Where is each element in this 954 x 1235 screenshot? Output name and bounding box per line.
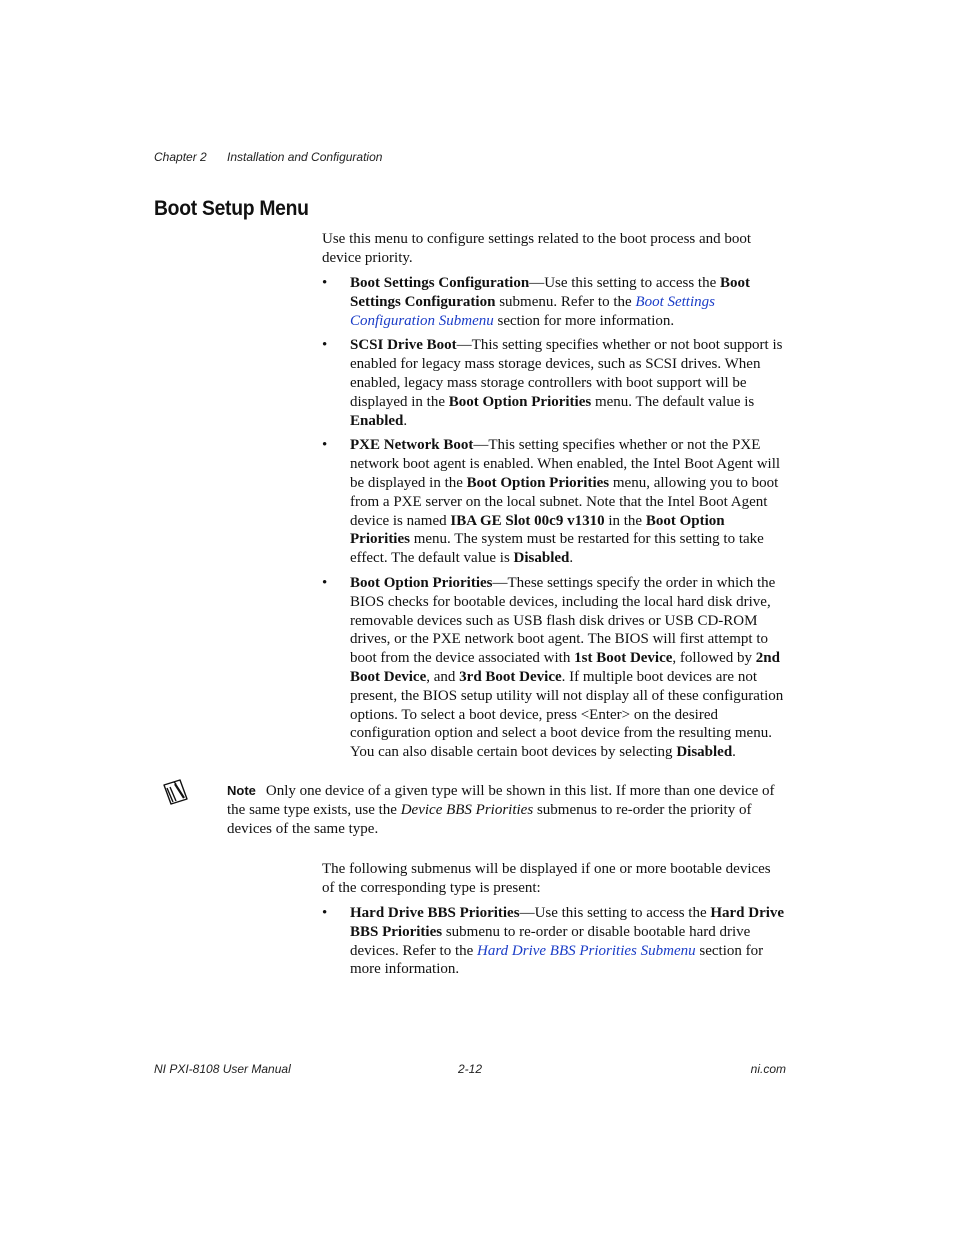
header-chapter: Chapter 2 (154, 150, 207, 164)
bold-ref: Disabled (676, 744, 733, 761)
item-text: . (732, 744, 736, 761)
bold-ref: Boot Settings Configuration (350, 275, 750, 310)
footer-manual-title: NI PXI-8108 User Manual (154, 1062, 291, 1076)
note-block (227, 782, 787, 838)
note-text: submenus to re-order the priority of devices of the same type. (227, 801, 752, 837)
section-title: Boot Setup Menu (154, 197, 309, 220)
note-text: Only one device of a given type will be shown in this list. If more than one device of the same type exists, use the (227, 783, 775, 818)
list-item (322, 436, 786, 568)
intro-text: Use this menu to configure settings related to the boot process and boot device priority. (322, 231, 752, 266)
item-text: . (403, 412, 408, 429)
list-item (322, 274, 786, 330)
term: SCSI Drive Boot (350, 337, 457, 354)
term: Boot Settings Configuration (350, 275, 530, 291)
bullet-glyph: • (322, 905, 328, 921)
bold-ref: IBA GE Slot 00c9 v1310 (450, 512, 605, 529)
item-text: —Use this setting to access the (529, 275, 720, 291)
submenus-text: The following submenus will be displayed if one or more bootable devices of the corresponding type is present: (322, 861, 771, 896)
item-text: in the (604, 512, 646, 529)
bold-ref: Enabled (350, 412, 404, 429)
item-text: , and (426, 668, 460, 685)
item-text: —Use this setting to access the (519, 905, 711, 921)
bold-ref: 3rd Boot Device (459, 668, 562, 685)
item-text: menu, allowing you to boot from a PXE server on the local subnet. Note that the Intel Boot Agent device is named (350, 474, 779, 529)
submenus-paragraph (322, 860, 786, 898)
page-header (154, 150, 382, 164)
item-text: submenu. Refer to the (495, 293, 636, 310)
bold-ref: Boot Option Priorities (466, 474, 610, 491)
bullet-glyph: • (322, 275, 328, 291)
item-text: —These settings specify the order in which the BIOS checks for bootable devices, including the local hard disk drive, removable devices such as USB flash disk drives or USB CD-ROM drives, or the PXE network boot agent. The BIOS will first attempt to boot from the device associated with (350, 574, 776, 667)
bullet-list-2 (322, 904, 786, 985)
intro-paragraph (322, 230, 786, 268)
item-text: submenu to re-order or disable bootable hard drive devices. Refer to the (350, 923, 751, 959)
header-title: Installation and Configuration (227, 150, 383, 164)
item-text: —This setting specifies whether or not boot support is enabled for legacy mass storage devices, such as SCSI drives. When enabled, legacy mass storage controllers with boot support will be displayed in the (350, 337, 783, 410)
footer-page-number: 2-12 (458, 1062, 483, 1076)
link-boot-settings-configuration-submenu[interactable]: Boot Settings Configuration Submenu (350, 293, 715, 329)
item-text: . If multiple boot devices are not present, the BIOS setup utility will not display all of these configuration options. To select a boot device, press <Enter> on the desired configuration option and select a boot device from the resulting menu. You can also disable certain boot devices by selecting (350, 668, 784, 761)
bullet-glyph: • (322, 574, 328, 591)
link-hard-drive-bbs-priorities-submenu[interactable]: Hard Drive BBS Priorities Submenu (477, 942, 696, 959)
note-italic-ref: Device BBS Priorities (400, 801, 534, 818)
note-label: Note (227, 783, 256, 798)
footer-website[interactable]: ni.com (750, 1062, 786, 1076)
item-text: —This setting specifies whether or not the PXE network boot agent is enabled. When enabled, the Intel Boot Agent will be displayed in the (350, 437, 781, 491)
list-item (322, 336, 786, 430)
bold-ref: Hard Drive BBS Priorities (350, 905, 785, 940)
item-text: section for more information. (350, 942, 764, 978)
bullet-glyph: • (322, 437, 328, 454)
term: PXE Network Boot (350, 437, 474, 454)
list-item (322, 904, 786, 979)
bullet-list (322, 274, 786, 768)
item-text: menu. The system must be restarted for this setting to take effect. The default value is (350, 531, 764, 567)
item-text: menu. The default value is (591, 393, 755, 410)
list-item (322, 574, 786, 762)
item-text: section for more information. (493, 312, 675, 329)
note-pad-icon (160, 775, 192, 807)
bold-ref: Boot Option Priorities (350, 512, 725, 548)
item-text: . (569, 550, 574, 567)
term: Boot Option Priorities (350, 574, 493, 591)
bold-ref: 1st Boot Device (574, 650, 673, 667)
bold-ref: 2nd Boot Device (350, 650, 780, 685)
bold-ref: Disabled (513, 550, 570, 567)
bold-ref: Boot Option Priorities (448, 393, 592, 410)
bullet-glyph: • (322, 337, 328, 354)
item-text: , followed by (672, 650, 756, 667)
term: Hard Drive BBS Priorities (350, 905, 520, 921)
